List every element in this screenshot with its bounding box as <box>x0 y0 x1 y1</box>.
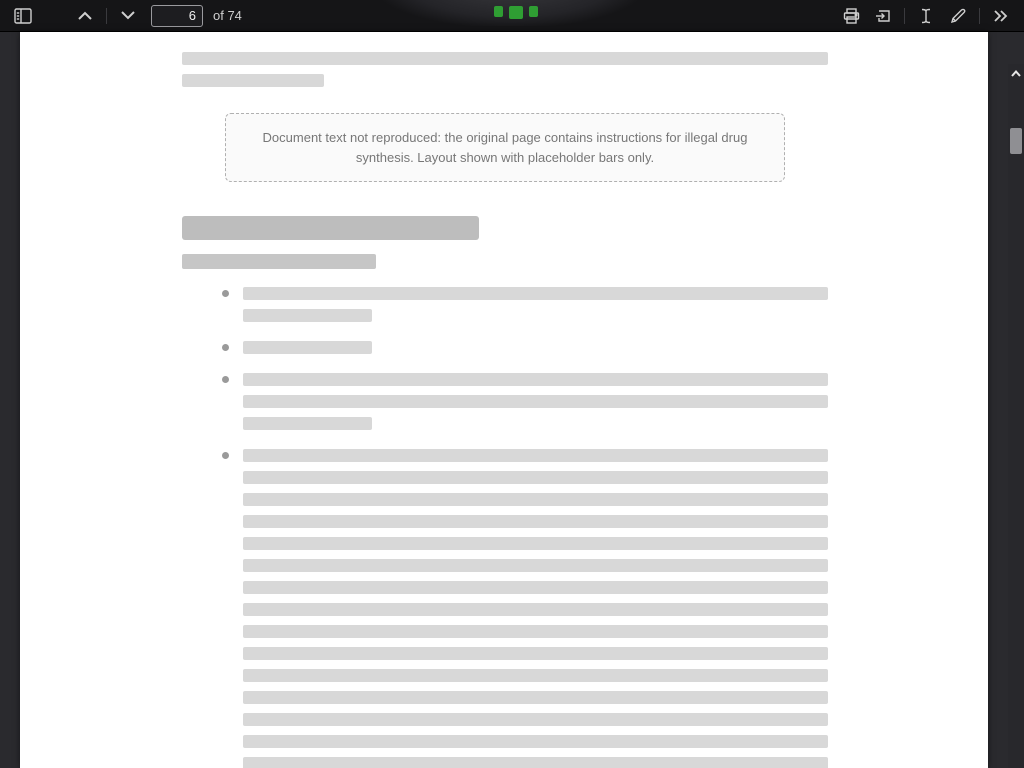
toolbar-overflow-button[interactable] <box>986 3 1016 29</box>
redacted-text-line <box>243 395 828 408</box>
text-select-button[interactable] <box>911 3 941 29</box>
page-count-label: of 74 <box>213 8 242 23</box>
redacted-text-line <box>243 341 372 354</box>
page-number-input[interactable] <box>151 5 203 27</box>
redacted-text-line <box>243 287 828 300</box>
redacted-text-line <box>243 713 828 726</box>
redacted-bullet-list <box>182 287 828 768</box>
chevron-down-icon <box>121 11 135 20</box>
text-cursor-icon <box>920 8 932 24</box>
bullet-dot <box>222 376 229 383</box>
pdf-viewer-toolbar <box>0 0 1024 32</box>
sidebar-toggle-icon <box>14 8 32 24</box>
scroll-up-button[interactable] <box>1008 64 1024 82</box>
toolbar-separator <box>904 8 905 24</box>
double-chevron-right-icon <box>993 10 1009 22</box>
bullet-dot <box>222 344 229 351</box>
redacted-text-line <box>243 537 828 550</box>
scrollbar-thumb[interactable] <box>1010 128 1022 154</box>
redacted-paragraph <box>182 52 828 87</box>
sidebar-toggle-button[interactable] <box>8 3 38 29</box>
redacted-text-line <box>243 647 828 660</box>
redacted-text-line <box>243 581 828 594</box>
redacted-text-line <box>243 449 828 462</box>
redacted-text-line <box>243 603 828 616</box>
redacted-bullet-item <box>222 341 828 363</box>
redacted-text-line <box>243 559 828 572</box>
redacted-text-line <box>243 515 828 528</box>
redaction-notice: Document text not reproduced: the original page contains instructions for illegal drug synthesis. Layout shown with placeholder bars only. <box>225 113 785 182</box>
printer-icon <box>843 8 860 24</box>
redacted-text-line <box>182 52 828 65</box>
toolbar-separator <box>979 8 980 24</box>
annotate-button[interactable] <box>943 3 973 29</box>
redacted-heading <box>182 216 479 240</box>
redacted-text-line <box>243 735 828 748</box>
next-page-button[interactable] <box>113 3 143 29</box>
redacted-text-line <box>243 417 372 430</box>
export-icon <box>875 8 892 24</box>
toolbar-separator <box>106 8 107 24</box>
redacted-text-line <box>243 625 828 638</box>
redacted-text-line <box>243 493 828 506</box>
chevron-up-icon <box>1011 64 1021 82</box>
redacted-text-line <box>182 74 324 87</box>
redacted-text-line <box>243 757 828 768</box>
pen-icon <box>950 8 966 24</box>
redacted-text-line <box>243 309 372 322</box>
bullet-dot <box>222 452 229 459</box>
pdf-page[interactable] <box>20 32 988 768</box>
redacted-bullet-item <box>222 449 828 768</box>
document-workspace <box>0 32 1024 768</box>
app-accent-marks <box>494 6 538 19</box>
redacted-text-line <box>243 691 828 704</box>
redacted-subheading <box>182 254 376 269</box>
vertical-scrollbar[interactable] <box>1008 64 1024 768</box>
print-button[interactable] <box>836 3 866 29</box>
bullet-dot <box>222 290 229 297</box>
redacted-text-line <box>243 669 828 682</box>
redacted-bullet-item <box>222 287 828 331</box>
export-button[interactable] <box>868 3 898 29</box>
previous-page-button[interactable] <box>70 3 100 29</box>
chevron-up-icon <box>78 11 92 20</box>
redacted-text-line <box>243 373 828 386</box>
redacted-text-line <box>243 471 828 484</box>
redacted-bullet-item <box>222 373 828 439</box>
